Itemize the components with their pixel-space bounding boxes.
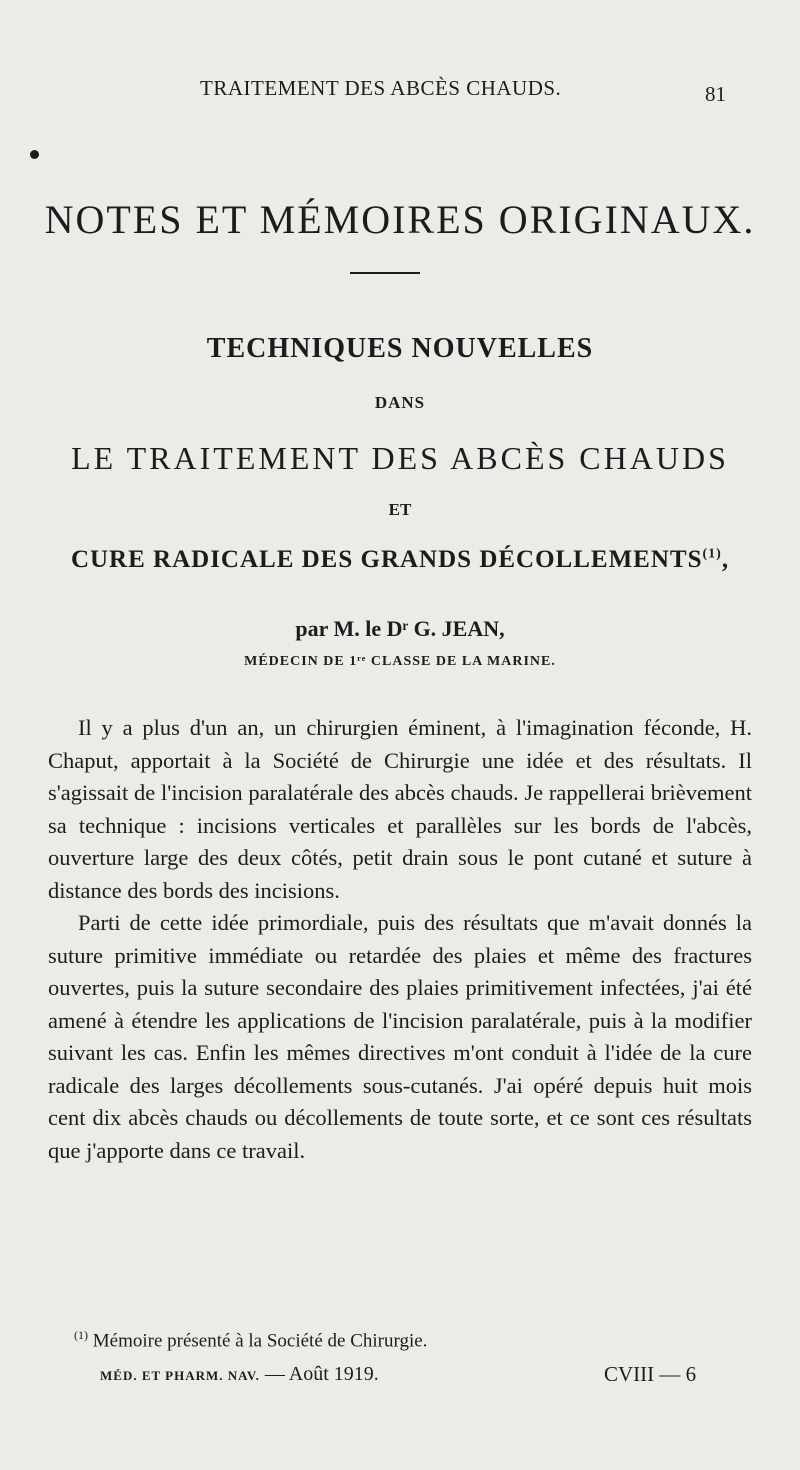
signature-mark: CVIII — 6	[604, 1362, 697, 1386]
bullet-dot-icon	[30, 150, 39, 159]
title-line-5-trailing: ,	[721, 546, 730, 573]
journal-date: — Août 1919.	[264, 1363, 379, 1385]
author-byline: par M. le Dʳ G. JEAN,	[295, 616, 505, 641]
article-title-line-2: DANS	[374, 393, 426, 412]
footnote	[74, 1328, 427, 1352]
title-footnote-mark[interactable]: (1)	[702, 546, 722, 562]
article-title-line-1: TECHNIQUES NOUVELLES	[206, 333, 594, 364]
article-title-line-5	[0, 546, 800, 574]
author-role: MÉDECIN DE 1ʳᵉ CLASSE DE LA MARINE.	[244, 654, 556, 669]
journal-name: MÉD. ET PHARM. NAV.	[100, 1368, 260, 1383]
title-line-5-text: CURE RADICALE DES GRANDS DÉCOLLEMENTS	[70, 546, 703, 573]
footnote-mark: (1)	[74, 1328, 88, 1342]
article-title-line-3: LE TRAITEMENT DES ABCÈS CHAUDS	[71, 440, 729, 476]
title-divider	[350, 272, 420, 274]
body-paragraph-1: Il y a plus d'un an, un chirurgien éminent, à l'imagination féconde, H. Chaput, apportait à la Société de Chirurgie une idée et des résultats. Il s'agissait de l'incision paralatérale des abcès chauds. Je rappellerai brièvement sa technique : incisions verticales et parallèles sur les bords de l'abcès, ouverture large des deux côtés, petit drain sous le pont cutané et suture à distance des bords des incisions.	[48, 715, 752, 903]
footnote-text: Mémoire présenté à la Société de Chirurgie.	[92, 1330, 428, 1352]
body-paragraph-2: Parti de cette idée primordiale, puis des résultats que m'avait donnés la suture primitive immédiate ou retardée des plaies et même des fractures ouvertes, puis la suture secondaire des plaies primitivement infectées, j'ai été amené à étendre les applications de l'incision paralatérale, puis à la modifier suivant les cas. Enfin les mêmes directives m'ont conduit à l'idée de la cure radicale des larges décollements sous-cutanés. J'ai opéré depuis huit mois cent dix abcès chauds ou décollements de toute sorte, et ce sont ces résultats que j'apporte dans ce travail.	[48, 910, 752, 1163]
journal-footer	[100, 1363, 379, 1386]
section-title: NOTES ET MÉMOIRES ORIGINAUX.	[44, 197, 756, 242]
running-title: TRAITEMENT DES ABCÈS CHAUDS.	[200, 76, 562, 100]
page-number: 81	[705, 82, 726, 106]
article-body	[48, 712, 752, 1167]
article-title-line-4: ET	[388, 500, 412, 519]
